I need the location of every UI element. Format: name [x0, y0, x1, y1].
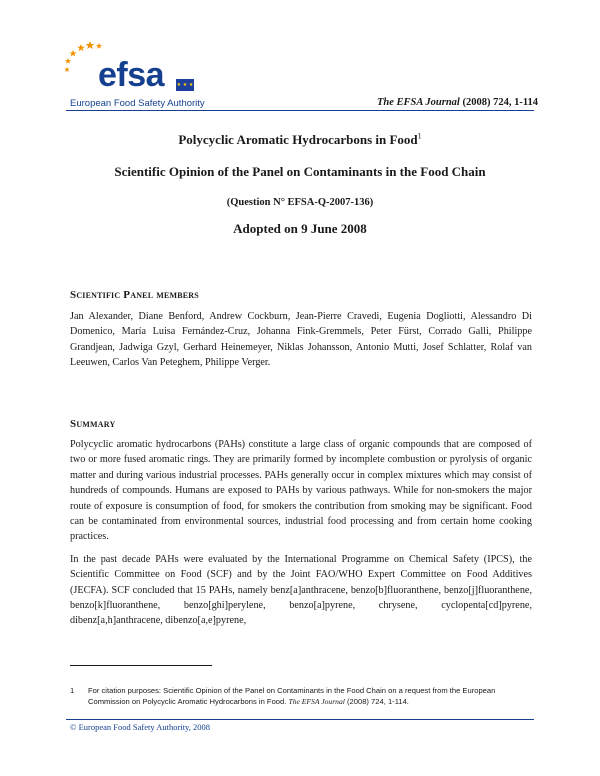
- organization-name: European Food Safety Authority: [70, 98, 205, 109]
- footnote-marker: 1: [70, 686, 75, 695]
- document-title: [62, 132, 538, 148]
- footnote-divider: [70, 665, 212, 666]
- eu-flag-icon: ★ ★ ★: [176, 79, 194, 91]
- title-footnote-marker: 1: [417, 131, 422, 141]
- journal-reference: [377, 97, 538, 108]
- copyright-notice: © European Food Safety Authority, 2008: [70, 722, 211, 732]
- question-number: (Question N° EFSA-Q-2007-136): [226, 197, 374, 208]
- summary-paragraph-2: In the past decade PAHs were evaluated by the International Programme on Chemical Safety (IPCS), the Scientific Committee on Food (SCF) and by the Joint FAO/WHO Expert Committee on Food Additives (JECFA). SCF concluded that 15 PAHs, namely benz[a]anthracene, benzo[b]fluoranthene, benzo[j]fluoranthene, benzo[k]fluoranthene, benzo[ghi]perylene, benzo[a]pyrene, chrysene, cyclopenta[cd]pyrene, dibenz[a,h]anthracene, dibenzo[a,e]pyrene,: [70, 553, 532, 627]
- logo-wordmark: efsa: [98, 56, 165, 94]
- footnote: [70, 685, 532, 707]
- footnote-journal-name: The EFSA Journal: [288, 697, 345, 706]
- document-title-text: Polycyclic Aromatic Hydrocarbons in Food: [178, 132, 418, 147]
- footnote-text: [88, 685, 532, 707]
- members-heading: Scientific Panel members: [70, 289, 199, 301]
- summary-heading: Summary: [70, 418, 116, 430]
- document-subtitle: Scientific Opinion of the Panel on Contaminants in the Food Chain: [114, 164, 486, 179]
- summary-paragraph-1: Polycyclic aromatic hydrocarbons (PAHs) constitute a large class of organic compounds that are composed of two or more fused aromatic rings. They are primarily formed by incomplete combustion or pyrolysis of organic matter and during various industrial processes. PAHs generally occur in complex mixtures which may consist of hundreds of compounds. Humans are exposed to PAHs by various pathways. While for non-smokers the major route of exposure is consumption of food, for smokers the contribution from smoking may be significant. Food can be contaminated from environmental sources, industrial food processing and from certain home cooking practices.: [70, 439, 532, 543]
- footnote-text-before: For citation purposes: Scientific Opinion of the Panel on Contaminants in the Food Chain on a request from the European Commission on Polycyclic Aromatic Hydrocarbons in Food.: [88, 686, 496, 706]
- title-block: [62, 132, 538, 237]
- members-list: Jan Alexander, Diane Benford, Andrew Cockburn, Jean-Pierre Cravedi, Eugenia Dogliotti, Alessandro Di Domenico, María Luisa Fernández-Cruz, Johanna Fink-Gremmels, Peter Fürst, Corrado Galli, Philippe Grandjean, Jadwiga Gzyl, Gerhard Heinemeyer, Niklas Johansson, Antonio Mutti, Josef Schlatter, Rolaf van Leeuwen, Carlos Van Peteghem, Philippe Verger.: [70, 311, 532, 369]
- members-section: [70, 288, 532, 371]
- header-divider: [66, 110, 534, 111]
- efsa-logo: [62, 38, 202, 102]
- adoption-date: Adopted on 9 June 2008: [233, 221, 367, 236]
- footer-divider: [66, 719, 534, 720]
- footnote-text-after: (2008) 724, 1-114.: [347, 697, 409, 706]
- summary-section: [70, 417, 532, 629]
- journal-name: The EFSA Journal: [376, 97, 460, 108]
- journal-details: (2008) 724, 1-114: [462, 97, 538, 108]
